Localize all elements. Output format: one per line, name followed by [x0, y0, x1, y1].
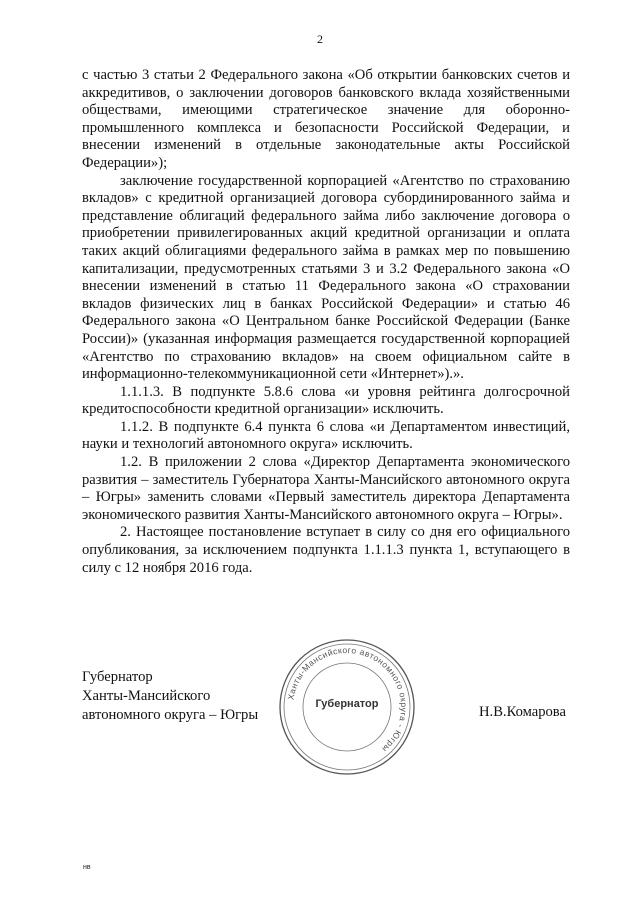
signatory-title [82, 668, 258, 724]
paragraph-5: 1.2. В приложении 2 слова «Директор Департамента экономического развития – заместитель Губернатора Ханты-Мансийского автономного округа – Югры» заменить словами «Первый заместитель директора Департамента экономического развития Ханты-Мансийского автономного округа – Югры». [82, 454, 570, 523]
footer-initials: нв [83, 864, 91, 871]
signatory-name: Н.В.Комарова [479, 704, 566, 720]
paragraph-6: 2. Настоящее постановление вступает в силу со дня его официального опубликования, за исключением подпункта 1.1.1.3 пункта 1, вступающего в силу с 12 ноября 2016 года. [82, 524, 570, 576]
signatory-title-line-2: Ханты-Мансийского [82, 687, 211, 704]
paragraph-3: 1.1.1.3. В подпункте 5.8.6 слова «и уровня рейтинга долгосрочной кредитоспособности кредитной организации» исключить. [82, 383, 570, 418]
stamp-ring-text: Ханты-Мансийского автономного округа - Югры [285, 644, 410, 755]
page-number: 2 [317, 32, 323, 46]
stamp-center-text: Губернатор [315, 698, 379, 710]
paragraph-2: заключение государственной корпорацией «Агентство по страхованию вкладов» с кредитной организацией договора субординированного займа и представление облигаций федерального займа либо заключение договора о приобретении привилегированных акций кредитной организации и оплата таких акций облигациями федерального займа в рамках мер по повышению капитализации, предусмотренных статьями 3 и 3.2 Федерального закона «О внесении изменений в статью 11 Федерального закона «О страховании вкладов физических лиц в банках Российской Федерации» и статью 46 Федерального закона «О Центральном банке Российской Федерации (Банке России)» (указанная информация размещается государственной корпорацией «Агентство по страхованию вкладов» на своем официальном сайте в информационно-телекоммуникационной сети «Интернет»).». [82, 172, 570, 383]
paragraph-4: 1.1.2. В подпункте 6.4 пункта 6 слова «и Департаментом инвестиций, науки и технологий автономного округа» исключить. [82, 418, 570, 453]
signatory-title-line-1: Губернатор [82, 669, 153, 685]
official-stamp [276, 636, 418, 778]
signatory-title-line-3: автономного округа – Югры [82, 706, 259, 723]
paragraph-1: с частью 3 статьи 2 Федерального закона «Об открытии банковских счетов и аккредитивов, о заключении договоров банковского вклада хозяйственными обществами, имеющими стратегическое значение для оборонно-промышленного комплекса и безопасности Российской Федерации, и внесении изменений в отдельные законодательные акты Российской Федерации»); [82, 67, 570, 171]
document-body [82, 67, 570, 577]
